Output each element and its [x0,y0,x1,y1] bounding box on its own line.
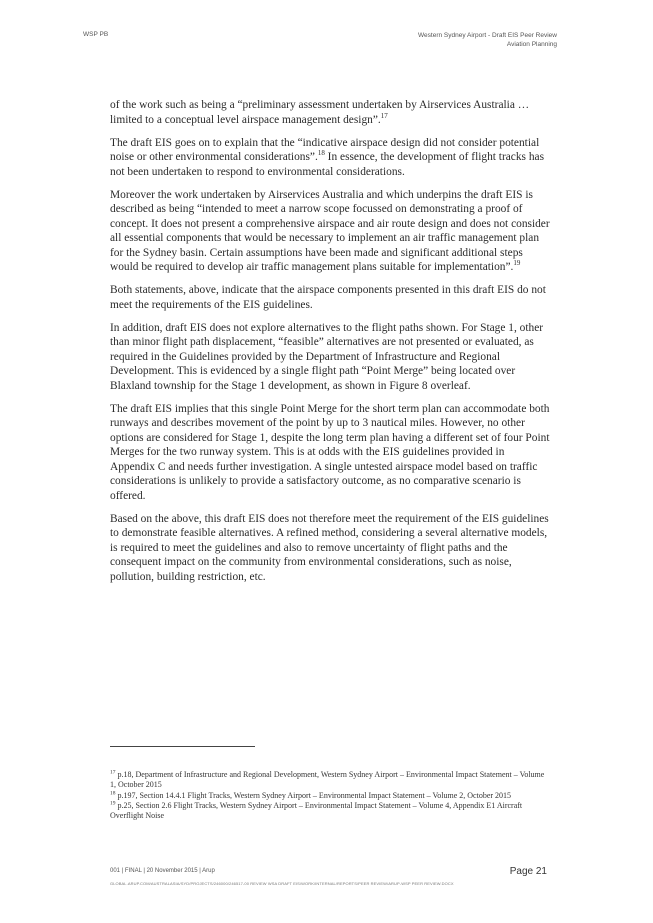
footnote-ref-19[interactable]: 19 [513,259,521,268]
main-body [110,98,550,593]
paragraph-3 [110,188,550,275]
paragraph-3-text: Moreover the work undertaken by Airservices Australia and which underpins the draft EIS is described as being “intended to meet a narrow scope focussed on demonstrating a proof of concept. It does not present a comprehensive airspace and air route design and does not consider all essential components that would be necessary to implement an air traffic management plan for the Sydney basin. Certain assumptions have been made and significant additional steps would be required to develop air traffic management plans suitable for implementation”. [110,188,550,273]
footer-file-path: GLOBAL.ARUP.COM/AUSTRALASIA/SYD/PROJECTS/246000/246517-00 REVIEW WSA DRAFT EIS/WORK/INTERNAL/REPORTS/PEER REVIEW/ARUP-WSP PEER REVIEW.DOCX [110,881,454,886]
footnotes [110,770,550,821]
header-title-line2: Aviation Planning [506,41,557,48]
footnote-17 [110,770,550,791]
footer-doc-info: 001 | FINAL | 20 November 2015 | Arup [110,868,215,874]
paragraph-2-text-a: The draft EIS goes on to explain that the “indicative airspace design did not consider potential noise or other environmental considerations”. [110,136,540,163]
paragraph-1 [110,98,550,127]
paragraph-7: Based on the above, this draft EIS does not therefore meet the requirement of the EIS guidelines to demonstrate feasible alternatives. A refined method, considering a several alternative models, is required to meet the guidelines and also to remove uncertainty of flight paths and the consequent impact on the community from environmental considerations, such as noise, pollution, building restriction, etc. [110,512,549,583]
footnote-18 [110,791,550,801]
footnote-ref-18[interactable]: 18 [317,149,325,158]
paragraph-1-text: of the work such as being a “preliminary assessment undertaken by Airservices Australia … limited to a conceptual level airspace management design”. [110,99,530,126]
header-org: WSP PB [83,31,109,38]
header-title-line1: Western Sydney Airport - Draft EIS Peer Review [418,32,557,39]
paragraph-4: Both statements, above, indicate that the airspace components presented in this draft EIS do not meet the requirements of the EIS guidelines. [110,284,546,311]
footnote-text: p.197, Section 14.4.1 Flight Tracks, Western Sydney Airport – Environmental Impact Statement – Volume 2, October 2015 [115,790,512,800]
footnote-19 [110,801,550,822]
footnote-number: 19 [110,800,116,807]
footnote-number: 18 [110,789,116,796]
footnote-ref-17[interactable]: 17 [380,111,388,120]
paragraph-6: The draft EIS implies that this single Point Merge for the short term plan can accommodate both runways and describes movement of the point by up to 3 nautical miles. However, no other options are considered for Stage 1, despite the long term plan having a different set of four Point Merges for the two runway system. This is at odds with the EIS guidelines provided in Appendix C and needs further investigation. A single untested airspace model based on traffic considerations is unlikely to provide a satisfactory outcome, as no comparative scenario is offered. [110,402,550,502]
footnote-divider [110,746,255,747]
footnote-text: p.18, Department of Infrastructure and Regional Development, Western Sydney Airport – Environmental Impact Statement – Volume 1, October 2015 [110,770,545,790]
footnote-number: 17 [110,769,116,776]
footnote-text: p.25, Section 2.6 Flight Tracks, Western Sydney Airport – Environmental Impact Statement – Volume 4, Appendix E1 Aircraft Overflight Noise [110,800,523,821]
header-title [418,31,557,49]
page-number: Page 21 [509,866,547,877]
paragraph-2-text-b: In essence, the development of flight tracks has not been undertaken to respond to environmental considerations. [110,151,545,178]
paragraph-2 [110,136,550,180]
paragraph-5: In addition, draft EIS does not explore alternatives to the flight paths shown. For Stage 1, other than minor flight path displacement, “feasible” alternatives are not presented or evaluated, as required in the Guidelines provided by the Department of Infrastructure and Regional Development. This is evidenced by a single flight path “Point Merge” being located over Blaxland township for the Stage 1 development, as shown in Figure 8 overleaf. [110,321,544,392]
